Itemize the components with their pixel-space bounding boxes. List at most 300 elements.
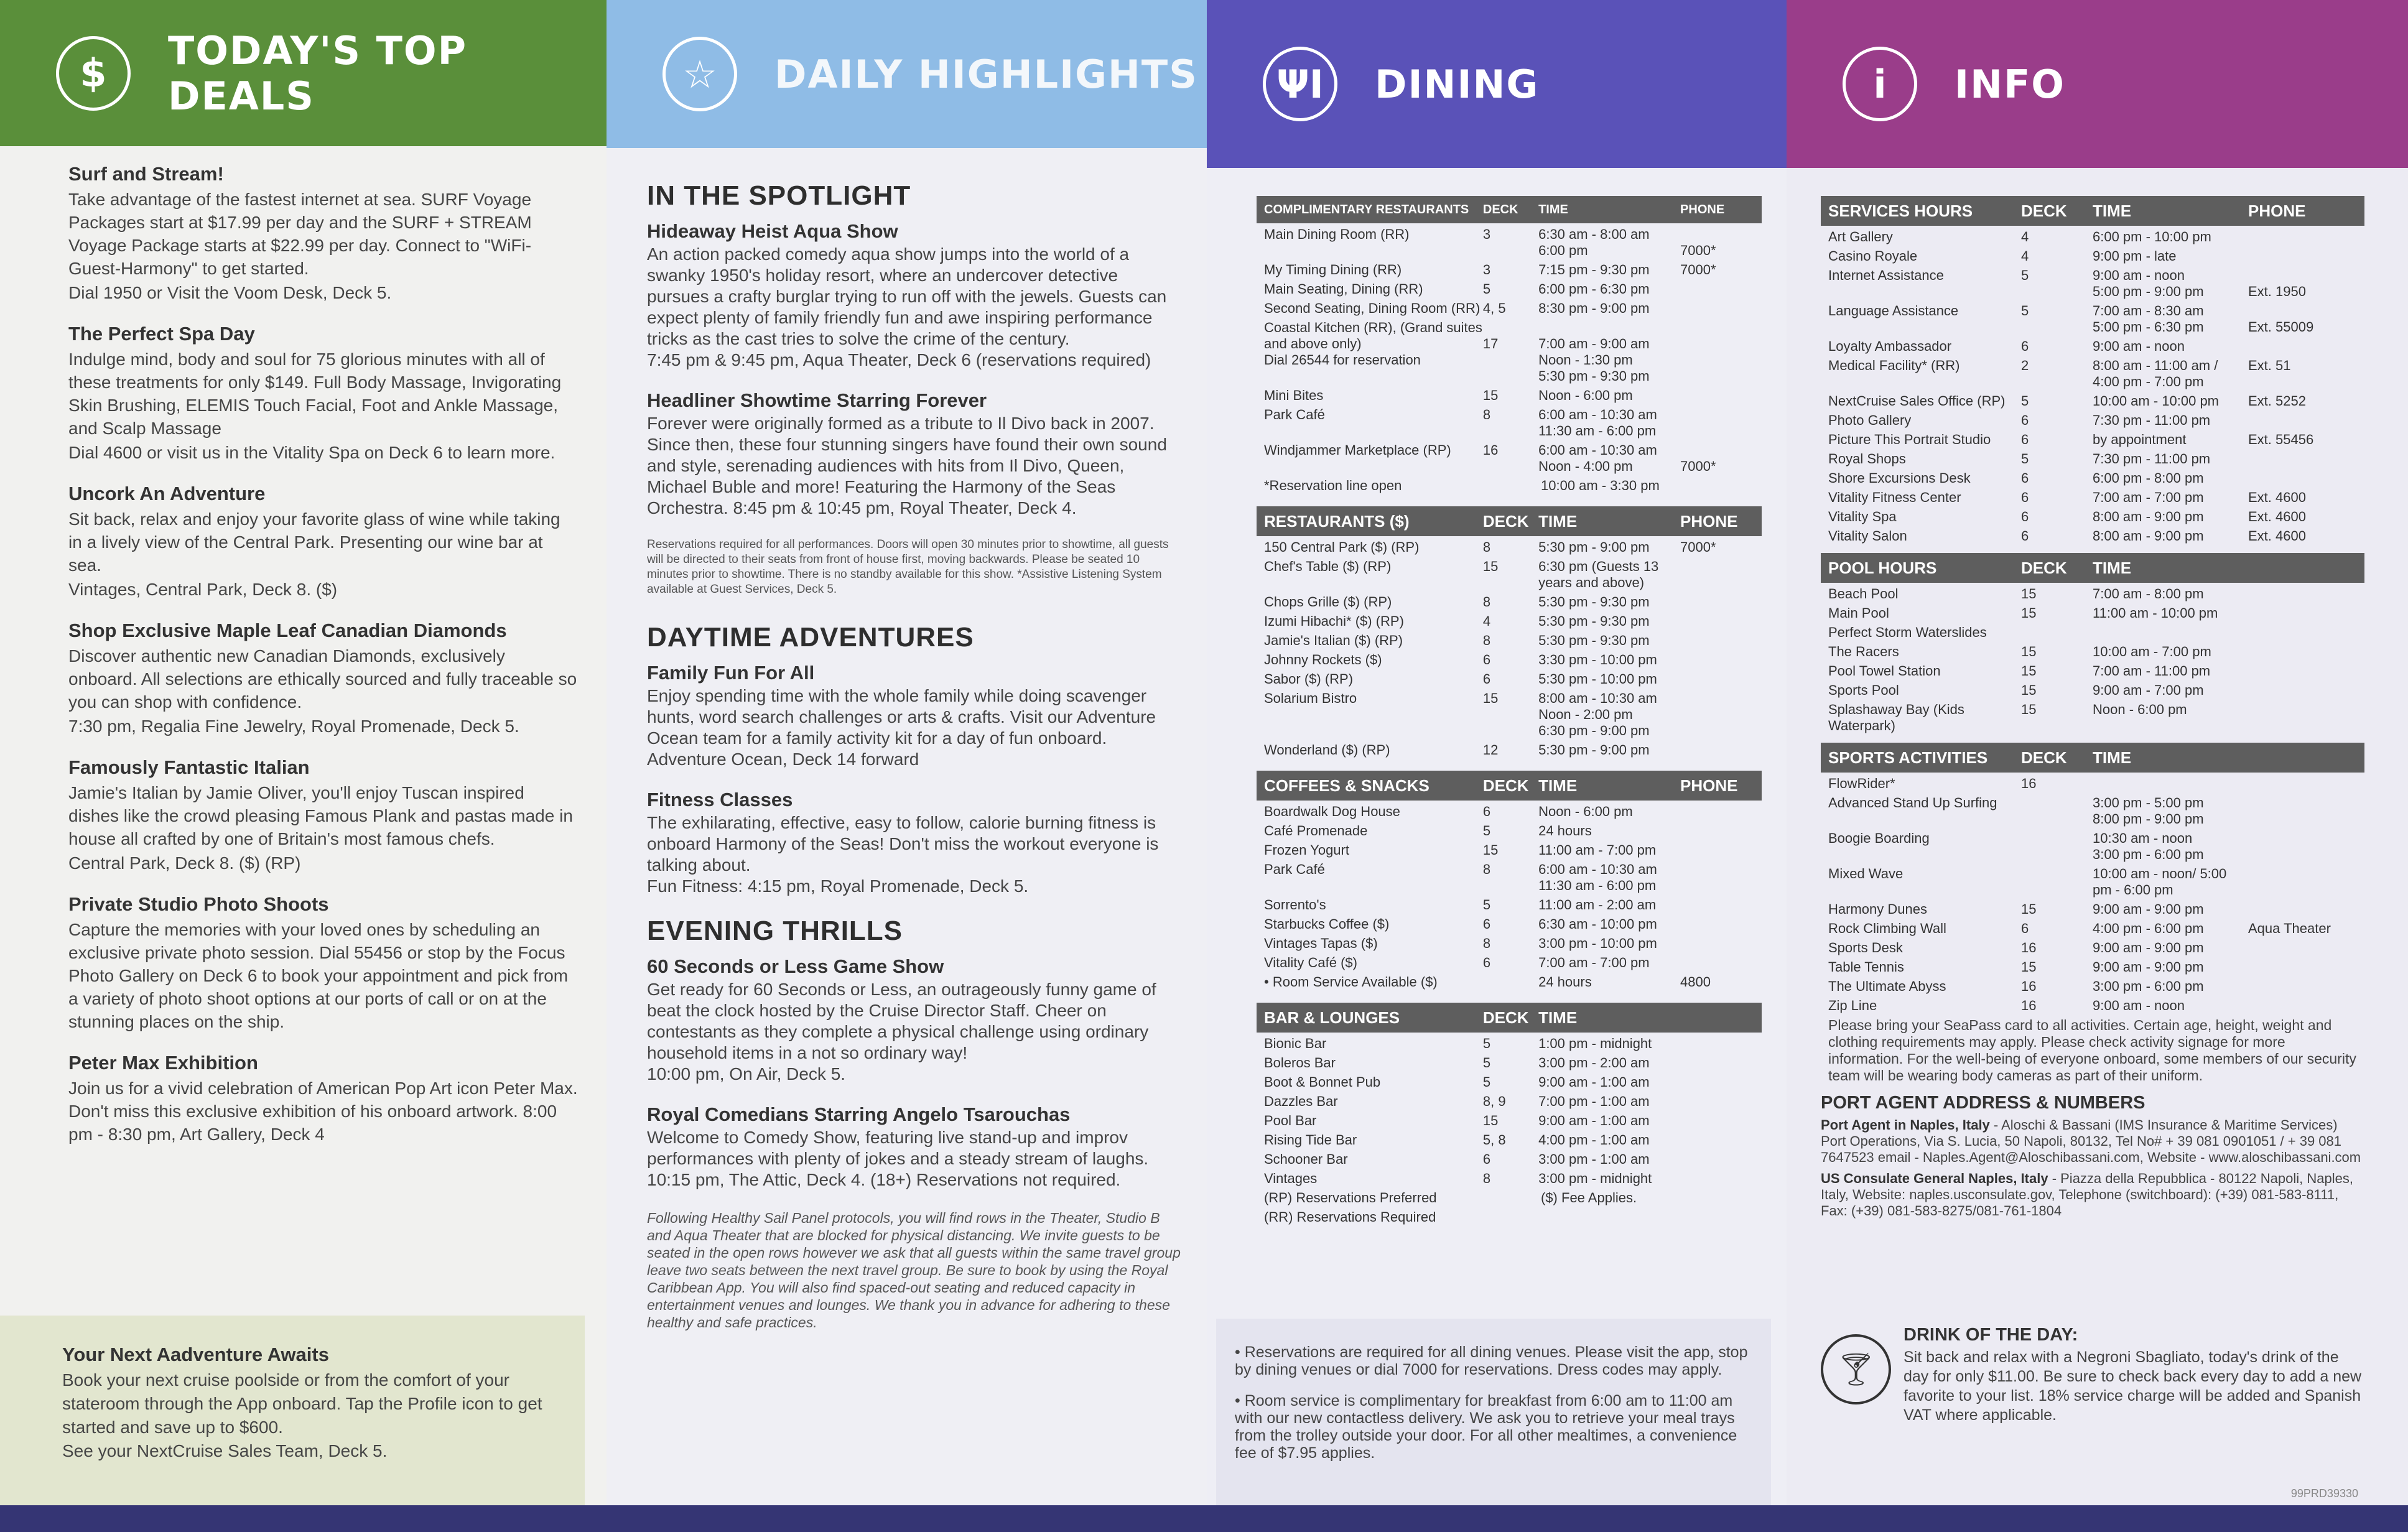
table-row [1257, 842, 1762, 858]
table-cell [2248, 624, 2335, 641]
table-cell: 8 [1482, 594, 1491, 610]
table-cell: Ext. 55456 [2248, 432, 2314, 447]
table-cell: Boleros Bar [1264, 1055, 1336, 1070]
drink-body: Sit back and relax with a Negroni Sbagliato, today's drink of the day for only $11.00. Be sure to check back every day to add a new favorite to your list. 18% service charge will be added and Spanish VAT where applicable. [1904, 1349, 2362, 1424]
table-cell: 6 [2021, 528, 2029, 544]
table-row [1821, 978, 2364, 995]
table-row [1257, 1093, 1762, 1110]
table-row [1257, 281, 1762, 297]
table-cell: 15 [1482, 559, 1499, 574]
table-cell [1680, 1151, 1754, 1168]
table-cell: 3:00 pm - midnight [1538, 1171, 1652, 1186]
table-cell: 5 [2021, 393, 2029, 409]
table-cell: 5 [1482, 1055, 1491, 1070]
table-cell: 5 [1482, 1074, 1491, 1090]
table-cell [1483, 974, 1538, 990]
table-cell: Ext. 4600 [2248, 490, 2306, 505]
table-cell [2248, 776, 2335, 792]
table-cell: 6 [2021, 490, 2029, 505]
table-cell [2248, 978, 2335, 995]
table-row [1257, 407, 1762, 439]
column-header: PHONE [1680, 511, 1738, 531]
table-cell [1680, 1055, 1754, 1071]
table-cell: Second Seating, Dining Room (RR) [1264, 300, 1481, 316]
table-note-row [1828, 1017, 2357, 1084]
table-cell [1680, 823, 1754, 839]
table-cell: Frozen Yogurt [1264, 842, 1349, 858]
deal-title: Peter Max Exhibition [68, 1052, 258, 1074]
table-cell: 9:00 pm - late [2093, 248, 2177, 264]
table-cell [1680, 897, 1754, 913]
table-cell [2021, 795, 2093, 827]
table-cell: 7:00 am - 8:00 pm [2093, 586, 2204, 601]
highlight-item [647, 662, 1182, 770]
table-cell: 10:00 am - 10:00 pm [2093, 393, 2220, 409]
highlight-body: The exhilarating, effective, easy to follow, calorie burning fitness is onboard Harmony of the Seas! Don't miss the workout everyone is talking about. [647, 813, 1159, 875]
table-row [1821, 830, 2364, 863]
table-header [1257, 196, 1762, 223]
table-cell: 15 [1482, 842, 1499, 858]
table-cell: Vitality Café ($) [1264, 955, 1357, 970]
table-cell: 8 [1482, 539, 1491, 555]
deal-item [68, 483, 579, 601]
table-cell: 3 [1482, 262, 1491, 277]
table-cell: 6 [1482, 955, 1491, 970]
table-cell: Ext. 55009 [2248, 319, 2314, 335]
table-cell [1680, 861, 1754, 894]
highlight-title: Family Fun For All [647, 662, 815, 684]
table-cell: Sports Desk [1828, 940, 1903, 955]
table-cell: 5 [1482, 1036, 1491, 1051]
table-note-row [1257, 478, 1762, 494]
dining-header [1207, 0, 1787, 168]
table-cell: 15 [2021, 702, 2037, 717]
document-code: 99PRD39330 [2290, 1487, 2358, 1500]
table-cell: 16 [1482, 442, 1499, 458]
table-cell: 5:30 pm - 9:00 pm [1538, 539, 1650, 555]
deals-title: TODAY'S TOP DEALS [168, 27, 468, 119]
table-cell [1680, 1036, 1754, 1052]
table-cell: 7000* [1680, 243, 1716, 258]
info-column [1787, 0, 2408, 1505]
table-row [1257, 823, 1762, 839]
table-row [1257, 539, 1762, 555]
table-cell: Ext. 51 [2248, 358, 2291, 373]
table-cell: Windjammer Marketplace (RP) [1264, 442, 1451, 458]
table-cell: Starbucks Coffee ($) [1264, 916, 1390, 932]
legend-row [1257, 1190, 1762, 1206]
table-cell [2248, 682, 2335, 699]
table-cell: Beach Pool [1828, 586, 1899, 601]
table-cell: Vintages [1264, 1171, 1318, 1186]
table-cell: 10:30 am - noon 3:00 pm - 6:00 pm [2093, 830, 2204, 862]
table-cell: Coastal Kitchen (RR), (Grand suites and above only) Dial 26544 for reservation [1264, 320, 1482, 368]
highlight-item [647, 389, 1182, 519]
table-cell: 8:00 am - 11:00 am / 4:00 pm - 7:00 pm [2093, 358, 2218, 389]
table-cell: Advanced Stand Up Surfing [1828, 795, 1997, 810]
table-cell: 2 [2021, 358, 2029, 373]
table-row [1257, 671, 1762, 687]
deal-item [68, 163, 579, 304]
table-cell [1680, 388, 1754, 404]
table-cell [1680, 742, 1754, 758]
table-row [1821, 901, 2364, 917]
table-row [1821, 338, 2364, 355]
spotlight-heading: IN THE SPOTLIGHT [647, 180, 911, 211]
table-cell: 24 hours [1538, 974, 1592, 990]
deal-item [68, 1052, 579, 1146]
table-cell: 5:30 pm - 9:30 pm [1538, 594, 1650, 610]
table-cell: 6 [2021, 509, 2029, 524]
table-row [1257, 935, 1762, 952]
deal-body: Capture the memories with your loved ones by scheduling an exclusive private photo session. Dial 55456 or stop by the Focus Photo Gallery on Deck 6 to book your appointment and pick from a variety of photo shoot options at our ports of call or on at the stunning places on the ship. [68, 920, 569, 1031]
table-cell [2248, 901, 2335, 917]
table-cell: The Racers [1828, 644, 1899, 659]
table-row [1821, 412, 2364, 429]
highlight-title: Hideaway Heist Aqua Show [647, 220, 898, 242]
table-cell: Solarium Bistro [1264, 690, 1357, 706]
deal-body: Jamie's Italian by Jamie Oliver, you'll enjoy Tuscan inspired dishes like the crowd pleasing Famous Plank and pastas made in house all crafted by one of Britain's most famous chefs. [68, 783, 573, 848]
highlights-column [607, 0, 1207, 1505]
table-cell: 7:30 pm - 11:00 pm [2093, 412, 2211, 428]
table-cell: Medical Facility* (RR) [1828, 358, 1960, 373]
port-agent-section [1821, 1093, 2364, 1219]
table-row [1257, 442, 1762, 475]
table-cell: 9:00 am - noon 5:00 pm - 9:00 pm [2093, 267, 2204, 299]
table-cell: Noon - 6:00 pm [1538, 388, 1633, 403]
table-cell: 6 [2021, 412, 2029, 428]
table-cell: Chops Grille ($) (RP) [1264, 594, 1392, 610]
table-row [1821, 605, 2364, 621]
table-cell: 11:00 am - 10:00 pm [2093, 605, 2218, 621]
table-cell [2248, 338, 2335, 355]
table-row [1257, 594, 1762, 610]
table-cell: 3:00 pm - 6:00 pm [2093, 978, 2204, 994]
table-cell: Wonderland ($) (RP) [1264, 742, 1390, 758]
deal-info: 7:30 pm, Regalia Fine Jewelry, Royal Promenade, Deck 5. [68, 717, 519, 736]
info-content [1821, 196, 2364, 1505]
table-cell [2248, 940, 2335, 956]
port-agent-label: Port Agent in Naples, Italy [1821, 1117, 1990, 1133]
table-cell: Bionic Bar [1264, 1036, 1327, 1051]
complimentary-restaurants-table [1257, 196, 1762, 494]
deal-item [68, 620, 579, 738]
dining-note: • Room service is complimentary for breakfast from 6:00 am to 11:00 am with our new contactless delivery. We ask you to retrieve your meal trays from the trolley outside your door. For all other mealtimes, a convenience fee of $7.95 applies. [1235, 1392, 1737, 1462]
table-cell: Ext. 5252 [2248, 393, 2306, 409]
table-cell: Café Promenade [1264, 823, 1368, 838]
table-cell: 7:00 am - 7:00 pm [1538, 955, 1650, 970]
table-cell [2248, 248, 2335, 264]
table-cell: Main Pool [1828, 605, 1889, 621]
column-header: DECK [1482, 1008, 1529, 1027]
highlight-body: Get ready for 60 Seconds or Less, an outrageously funny game of beat the clock hosted by the Cruise Director Staff. Cheer on contestants as they complete a physical challenge using ordinary household items in a not so ordinary way! [647, 980, 1156, 1062]
table-cell: 5 [2021, 451, 2029, 467]
table-cell [1680, 633, 1754, 649]
table-cell: 4:00 pm - 1:00 am [1538, 1132, 1650, 1148]
table-row [1257, 262, 1762, 278]
table-cell [2248, 998, 2335, 1014]
table-cell: Noon - 6:00 pm [1538, 804, 1633, 819]
table-cell: 15 [1482, 690, 1499, 706]
table-cell: 11:00 am - 2:00 am [1538, 897, 1657, 912]
table-cell: 4 [1482, 613, 1491, 629]
table-cell [1680, 671, 1754, 687]
table-cell: Noon - 6:00 pm [2093, 702, 2187, 717]
table-row [1821, 432, 2364, 448]
column-header: TIME [1538, 776, 1578, 795]
table-cell: 15 [2021, 586, 2037, 601]
table-row [1821, 921, 2364, 937]
table-row [1257, 1036, 1762, 1052]
table-cell: 7:00 am - 9:00 am Noon - 1:30 pm 5:30 pm - 9:30 pm [1538, 336, 1650, 384]
table-cell: 3:00 pm - 10:00 pm [1538, 935, 1657, 951]
table-cell: 8:00 am - 10:30 am Noon - 2:00 pm 6:30 pm - 9:00 pm [1538, 690, 1657, 738]
dining-title: DINING [1375, 61, 1540, 107]
table-row [1257, 897, 1762, 913]
table-cell: 8 [1482, 633, 1491, 648]
table-cell [2248, 702, 2335, 734]
table-cell [2021, 866, 2093, 898]
table-cell: Johnny Rockets ($) [1264, 652, 1382, 667]
table-row [1821, 702, 2364, 734]
table-cell: 5, 8 [1482, 1132, 1506, 1148]
table-cell [1680, 935, 1754, 952]
table-cell [1680, 559, 1754, 591]
table-cell: Park Café [1264, 861, 1325, 877]
table-cell: 6 [1482, 916, 1491, 932]
daytime-list [647, 662, 1182, 897]
table-cell: 3 [1482, 226, 1491, 242]
deal-body: Indulge mind, body and soul for 75 glorious minutes with all of these treatments for only $149. Full Body Massage, Invigorating Skin Brushing, ELEMIS Touch Facial, Foot and Ankle Massage, and Scalp Massage [68, 350, 562, 438]
highlight-title: Royal Comedians Starring Angelo Tsarouchas [647, 1103, 1071, 1125]
table-cell: 7:15 pm - 9:30 pm [1538, 262, 1650, 277]
table-cell: 5:30 pm - 9:30 pm [1538, 633, 1650, 648]
table-row [1257, 1055, 1762, 1071]
table-cell: 6:30 am - 8:00 am 6:00 pm [1538, 226, 1650, 258]
table-cell: Vitality Salon [1828, 528, 1907, 544]
column-header: SERVICES HOURS [1828, 201, 1973, 220]
table-cell [2248, 830, 2335, 863]
table-cell: 9:00 am - noon [2093, 338, 2185, 354]
consulate-text: - Piazza della Repubblica - 80122 Napoli, Naples, Italy, Website: naples.usconsulate.gov, Telephone (switchboard): (+39) 081-583-8111, Fax: (+39) 081-583-8275/081-761-1804 [1821, 1171, 2353, 1219]
table-cell [1680, 1093, 1754, 1110]
table-cell: 6:00 pm - 6:30 pm [1538, 281, 1650, 297]
table-cell [2248, 866, 2335, 898]
table-row [1257, 1151, 1762, 1168]
deal-body: Join us for a vivid celebration of American Pop Art icon Peter Max. Don't miss this exclusive exhibition of his onboard artwork. 8:00 pm - 8:30 pm, Art Gallery, Deck 4 [68, 1079, 578, 1144]
column-header: DECK [1482, 511, 1529, 531]
table-cell: 6:00 am - 10:30 am Noon - 4:00 pm [1538, 442, 1657, 474]
table-cell: 16 [2021, 978, 2037, 994]
table-cell: 5:30 pm - 9:00 pm [1538, 742, 1650, 758]
table-cell: Language Assistance [1828, 303, 1959, 318]
highlights-content [647, 180, 1182, 1505]
table-row [1821, 229, 2364, 245]
table-cell: Ext. 1950 [2248, 284, 2306, 299]
table-cell [1680, 804, 1754, 820]
bars-lounges-table [1257, 1003, 1762, 1225]
column-header: BAR & LOUNGES [1264, 1008, 1400, 1027]
column-header: POOL HOURS [1828, 558, 1937, 577]
table-cell: 8:00 am - 9:00 pm [2093, 509, 2204, 524]
deal-info: Dial 4600 or visit us in the Vitality Spa on Deck 6 to learn more. [68, 443, 556, 462]
table-cell: 4 [2021, 248, 2029, 264]
table-cell: 8 [1482, 935, 1491, 951]
highlight-title: Headliner Showtime Starring Forever [647, 389, 987, 411]
table-row [1257, 1171, 1762, 1187]
drink-of-the-day [1821, 1325, 2364, 1493]
info-title: INFO [1955, 61, 2066, 107]
promo-title: Your Next Aadventure Awaits [62, 1344, 329, 1365]
column-header: RESTAURANTS ($) [1264, 511, 1410, 531]
pool-hours-table [1821, 553, 2364, 734]
table-cell: Jamie's Italian ($) (RP) [1264, 633, 1403, 648]
table-cell: Park Café [1264, 407, 1325, 422]
table-row [1821, 358, 2364, 390]
highlight-title: 60 Seconds or Less Game Show [647, 955, 944, 977]
table-cell: 7000* [1680, 262, 1716, 277]
table-cell: The Ultimate Abyss [1828, 978, 1946, 994]
table-row [1257, 690, 1762, 739]
table-cell: Casino Royale [1828, 248, 1918, 264]
table-cell: 5 [1482, 281, 1491, 297]
dining-note: • Reservations are required for all dining venues. Please visit the app, stop by dining venues or dial 7000 for reservations. Dress codes may apply. [1235, 1344, 1748, 1378]
dining-column [1207, 0, 1787, 1505]
table-cell: 15 [2021, 959, 2037, 975]
table-cell: 15 [2021, 663, 2037, 679]
table-cell: 10:00 am - 7:00 pm [2093, 644, 2211, 659]
table-cell: 7000* [1680, 539, 1716, 555]
table-row [1257, 388, 1762, 404]
table-cell: 1:00 pm - midnight [1538, 1036, 1652, 1051]
table-cell [2248, 470, 2335, 486]
table-row [1257, 1132, 1762, 1148]
table-cell [2248, 412, 2335, 429]
table-cell: Shore Excursions Desk [1828, 470, 1971, 486]
table-row [1821, 586, 2364, 602]
table-cell: 7000* [1680, 458, 1716, 474]
table-cell: 9:00 am - 1:00 am [1538, 1113, 1650, 1128]
consulate-label: US Consulate General Naples, Italy [1821, 1171, 2048, 1186]
table-cell: Izumi Hibachi* ($) (RP) [1264, 613, 1404, 629]
table-cell: 6 [1482, 804, 1491, 819]
dining-notes [1216, 1319, 1771, 1505]
table-cell: 8:00 am - 9:00 pm [2093, 528, 2204, 544]
column-header: PHONE [1680, 776, 1738, 795]
highlight-item [647, 220, 1182, 371]
table-cell: 15 [2021, 901, 2037, 917]
highlight-info: Fun Fitness: 4:15 pm, Royal Promenade, Deck 5. [647, 876, 1029, 896]
deal-info: Dial 1950 or Visit the Voom Desk, Deck 5. [68, 283, 392, 302]
cocktail-icon: 🍸︎ [1821, 1334, 1891, 1404]
table-cell: 6 [1482, 1151, 1491, 1167]
table-cell: 150 Central Park ($) (RP) [1264, 539, 1420, 555]
table-cell [2021, 624, 2093, 641]
deals-list [68, 163, 579, 1505]
deals-column [0, 0, 607, 1505]
table-cell: 6 [2021, 432, 2029, 447]
table-cell: Mixed Wave [1828, 866, 1904, 881]
table-row [1821, 644, 2364, 660]
table-row [1257, 1113, 1762, 1129]
table-row [1821, 959, 2364, 975]
table-cell: 6:00 pm - 8:00 pm [2093, 470, 2204, 486]
highlight-item [647, 955, 1182, 1085]
table-cell: Royal Shops [1828, 451, 1906, 467]
table-cell [2248, 605, 2335, 621]
column-header: DECK [2021, 748, 2067, 767]
table-row [1257, 226, 1762, 259]
highlight-item [647, 1103, 1182, 1191]
table-row [1821, 866, 2364, 898]
highlight-body: Forever were originally formed as a tribute to Il Divo back in 2007. Since then, these four stunning singers have found their own sound and style, serenading audiences with hits from Il Divo, Queen, Michael Buble and more! Featuring the Harmony of the Seas Orchestra. 8:45 pm & 10:45 pm, Royal Theater, Deck 4. [647, 414, 1167, 518]
fee-note: ($) Fee Applies. [1541, 1190, 1637, 1205]
table-row [1257, 955, 1762, 971]
deal-title: Surf and Stream! [68, 163, 224, 185]
table-row [1821, 940, 2364, 956]
table-cell: 24 hours [1538, 823, 1592, 838]
legend-row [1257, 1209, 1762, 1225]
deal-body: Sit back, relax and enjoy your favorite glass of wine while taking in a lively view of the Central Park. Presenting our wine bar at sea. [68, 509, 560, 575]
table-cell: 4800 [1680, 974, 1711, 990]
highlight-info: 7:45 pm & 9:45 pm, Aqua Theater, Deck 6 (reservations required) [647, 350, 1151, 369]
table-row [1821, 998, 2364, 1014]
table-cell: 6 [2021, 338, 2029, 354]
table-cell: Ext. 4600 [2248, 528, 2306, 544]
table-cell: 5:30 pm - 9:30 pm [1538, 613, 1650, 629]
table-header [1257, 506, 1762, 536]
table-cell: 3:00 pm - 2:00 am [1538, 1055, 1650, 1070]
deal-title: Private Studio Photo Shoots [68, 893, 329, 915]
table-row [1257, 320, 1762, 384]
table-row [1821, 528, 2364, 544]
table-cell: 3:00 pm - 1:00 am [1538, 1151, 1650, 1167]
column-header: TIME [1538, 202, 1568, 216]
table-cell [2248, 229, 2335, 245]
table-cell [1680, 407, 1754, 439]
table-cell: 8 [1482, 1171, 1491, 1186]
table-row [1821, 248, 2364, 264]
table-cell: 7:00 am - 8:30 am 5:00 pm - 6:30 pm [2093, 303, 2204, 335]
highlight-info: 10:00 pm, On Air, Deck 5. [647, 1064, 846, 1084]
dining-content [1257, 196, 1762, 1505]
dollar-badge-icon: $ [56, 36, 131, 111]
table-row [1257, 742, 1762, 758]
star-badge-icon: ☆ [662, 37, 737, 111]
table-cell [2248, 644, 2335, 660]
highlight-body: Enjoy spending time with the whole family while doing scavenger hunts, word search challenges or arts & crafts. Visit our Adventure Ocean team for a family activity kit for a day of fun onboard. [647, 686, 1156, 748]
utensils-icon: ΨΙ [1263, 47, 1337, 121]
table-cell: by appointment [2093, 432, 2187, 447]
table-cell [1680, 320, 1754, 384]
table-cell: Table Tennis [1828, 959, 1904, 975]
table-cell: Dazzles Bar [1264, 1093, 1338, 1109]
table-cell: 6 [2021, 921, 2029, 936]
table-cell: 4:00 pm - 6:00 pm [2093, 921, 2204, 936]
deal-item [68, 756, 579, 875]
table-row [1821, 490, 2364, 506]
table-cell: 9:00 am - noon [2093, 998, 2185, 1013]
sports-activities-table [1821, 743, 2364, 1084]
highlight-item [647, 789, 1182, 897]
show-fine-print: Reservations required for all performances. Doors will open 30 minutes prior to showtime, all guests will be directed to their seats from front of house first, moving backwards. Please be seated 10 minutes prior to showtime. There is no standby available for this show. *Assistive Listening System available at Guest Services, Deck 5. [647, 538, 1169, 596]
table-cell [1680, 594, 1754, 610]
table-note-time: 10:00 am - 3:30 pm [1541, 478, 1660, 493]
spotlight-list [647, 220, 1182, 519]
table-cell: 9:00 am - 9:00 pm [2093, 901, 2204, 917]
table-header [1821, 196, 2364, 226]
table-cell: 5 [2021, 267, 2029, 283]
